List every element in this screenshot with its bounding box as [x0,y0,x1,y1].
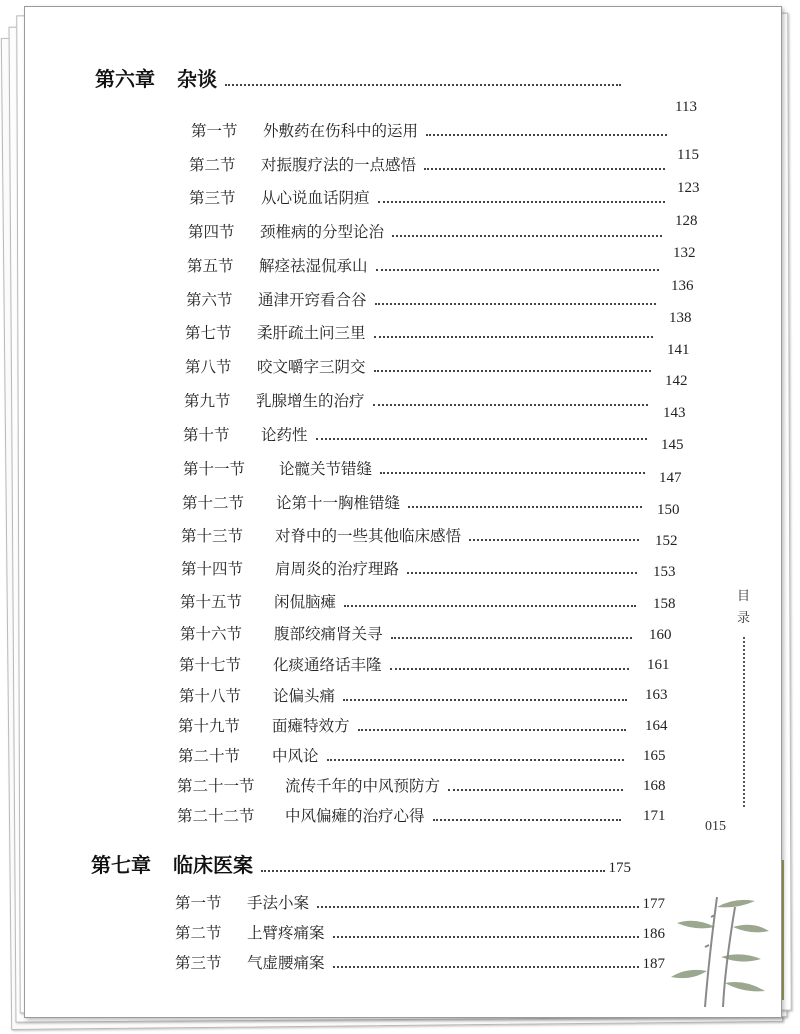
page-number: 171 [643,808,666,824]
chapter-6-page [675,99,697,116]
leader-dots [390,668,629,670]
toc-page-num [677,180,700,197]
section-title: 解痉祛湿侃承山 [259,257,368,275]
section-label: 第四节 [188,223,235,241]
toc-page-num [675,213,698,230]
toc-entry [191,119,671,141]
toc-entry [183,423,651,445]
page-number: 163 [645,687,668,703]
toc-page-num [667,342,690,359]
section-label: 第三节 [189,189,236,207]
section-title: 对脊中的一些其他临床感悟 [275,527,462,545]
section-label: 第二节 [189,156,236,174]
page-number: 115 [677,147,699,163]
leader-dots [408,506,642,508]
toc-page-num [673,245,696,262]
section-label: 第十九节 [178,717,241,735]
leader-dots [225,84,621,86]
page-number: 132 [673,245,696,261]
section-label: 第二十节 [178,747,241,765]
section-label: 第五节 [187,257,234,275]
section-label: 第十一节 [183,460,246,478]
toc-page [24,6,782,1018]
toc-page-num [659,470,682,487]
section-label: 第一节 [191,122,238,140]
toc-page-num [653,596,676,613]
section-title: 中风偏瘫的治疗心得 [285,807,425,825]
leader-dots [433,819,621,821]
section-label: 第一节 [175,894,222,912]
toc-entry [185,355,655,377]
page-number: 153 [653,564,676,580]
toc-entry [175,891,665,913]
toc-entry [182,491,646,513]
section-label: 第六节 [186,291,233,309]
toc-entry [187,254,663,276]
page-number: 136 [671,278,694,294]
leader-dots [343,699,627,701]
side-leader-dots [743,637,745,807]
section-title: 气虚腰痛案 [247,954,325,972]
toc-entry [186,288,660,310]
section-label: 第二十二节 [177,807,255,825]
page-number: 152 [655,533,678,549]
page-number: 128 [675,213,698,229]
leader-dots [333,936,639,938]
toc-page-num [653,564,676,581]
section-title: 手法小案 [247,894,310,912]
leader-dots [344,605,636,607]
section-label: 第十七节 [179,656,242,674]
leader-dots [374,336,653,338]
section-title: 论药性 [261,426,308,444]
leader-dots [317,906,638,908]
page-number: 177 [642,896,665,912]
chapter-title: 杂谈 [177,67,217,91]
page-number: 168 [643,778,666,794]
section-title: 面瘫特效方 [272,717,350,735]
section-title: 颈椎病的分型论治 [260,223,385,241]
section-title: 肩周炎的治疗理路 [275,560,400,578]
leader-dots [391,637,632,639]
chapter-7-heading [91,849,631,878]
leader-dots [327,759,624,761]
toc-page-num [669,310,692,327]
section-label: 第二十一节 [177,777,255,795]
leader-dots [374,370,651,372]
leader-dots [448,789,623,791]
toc-entry [184,389,652,411]
page-number: 113 [675,99,697,115]
leader-dots [426,134,667,136]
section-label: 第三节 [175,954,222,972]
leader-dots [392,235,662,237]
section-title: 论髋关节错缝 [279,460,373,478]
toc-entry [183,457,649,479]
page-number: 161 [647,657,670,673]
toc-entry [185,321,657,343]
page-number: 145 [661,437,684,453]
leader-dots [373,404,648,406]
toc-page-num [649,627,672,644]
leader-dots [380,472,645,474]
toc-entry [178,714,630,736]
toc-entry [189,153,669,175]
toc-page-num [645,687,668,704]
section-title: 上臂疼痛案 [247,924,325,942]
section-label: 第十八节 [179,687,242,705]
page-number: 143 [663,405,686,421]
leader-dots [316,438,647,440]
toc-entry [178,744,628,766]
section-label: 第九节 [184,392,231,410]
leader-dots [375,303,656,305]
toc-entry [188,220,666,242]
toc-page-num [643,808,666,825]
section-label: 第二节 [175,924,222,942]
chapter-6-heading [95,63,625,92]
toc-page-num [671,278,694,295]
section-label: 第十二节 [182,494,245,512]
section-title: 中风论 [272,747,319,765]
page-number: 123 [677,180,700,196]
section-label: 第十节 [183,426,230,444]
leader-dots [358,729,626,731]
folio-page-number: 015 [705,819,726,834]
section-title: 闲侃脑瘫 [274,593,337,611]
leader-dots [424,168,665,170]
section-title: 咬文嚼字三阴交 [257,358,366,376]
section-label: 第十五节 [180,593,243,611]
page-number: 187 [642,956,665,972]
page-number: 165 [643,748,666,764]
toc-entry [180,622,636,644]
page-number: 147 [659,470,682,486]
section-title: 外敷药在伤科中的运用 [263,122,419,140]
toc-page-num [655,533,678,550]
toc-entry [189,186,669,208]
section-label: 第七节 [185,324,232,342]
toc-entry [175,921,665,943]
toc-page-num [647,657,670,674]
section-title: 腹部绞痛肾关寻 [274,625,383,643]
toc-entry [181,557,641,579]
page-number: 164 [645,718,668,734]
section-title: 对振腹疗法的一点感悟 [261,156,417,174]
toc-page-num [661,437,684,454]
toc-entry [180,590,640,612]
toc-page-num [643,748,666,765]
page-number: 175 [608,860,631,876]
page-number: 150 [657,502,680,518]
toc-page-num [645,718,668,735]
leader-dots [333,966,639,968]
side-header-char-2: 录 [737,611,751,626]
section-title: 柔肝疏土问三里 [257,324,366,342]
chapter-label: 第六章 [95,67,155,91]
section-label: 第十四节 [181,560,244,578]
section-title: 化痰通络话丰隆 [273,656,382,674]
page-number: 158 [653,596,676,612]
section-label: 第十三节 [181,527,244,545]
leader-dots [407,572,637,574]
leader-dots [469,539,639,541]
section-title: 论第十一胸椎错缝 [276,494,401,512]
chapter-label: 第七章 [91,853,151,877]
page-number: 142 [665,373,688,389]
toc-page-num [665,373,688,390]
toc-page-num [677,147,699,164]
section-title: 流传千年的中风预防方 [285,777,441,795]
section-label: 第八节 [185,358,232,376]
chapter-title: 临床医案 [173,853,253,877]
toc-page-num [657,502,680,519]
section-title: 通津开窍看合谷 [258,291,367,309]
section-title: 从心说血话阴疸 [261,189,370,207]
toc-entry [177,774,627,796]
leader-dots [261,870,605,872]
toc-entry [175,951,665,973]
toc-entry [179,684,631,706]
page-number: 160 [649,627,672,643]
toc-entry [179,653,633,675]
section-label: 第十六节 [180,625,243,643]
leader-dots [376,269,659,271]
page-number: 141 [667,342,690,358]
toc-page-num [663,405,686,422]
side-header-char-1: 目 [737,589,751,604]
bamboo-illustration [665,887,775,1007]
section-title: 论偏头痛 [273,687,336,705]
toc-entry [181,524,643,546]
page-number: 138 [669,310,692,326]
page-number: 186 [642,926,665,942]
toc-entry [177,804,625,826]
toc-page-num [643,778,666,795]
section-title: 乳腺增生的治疗 [256,392,365,410]
leader-dots [378,201,665,203]
